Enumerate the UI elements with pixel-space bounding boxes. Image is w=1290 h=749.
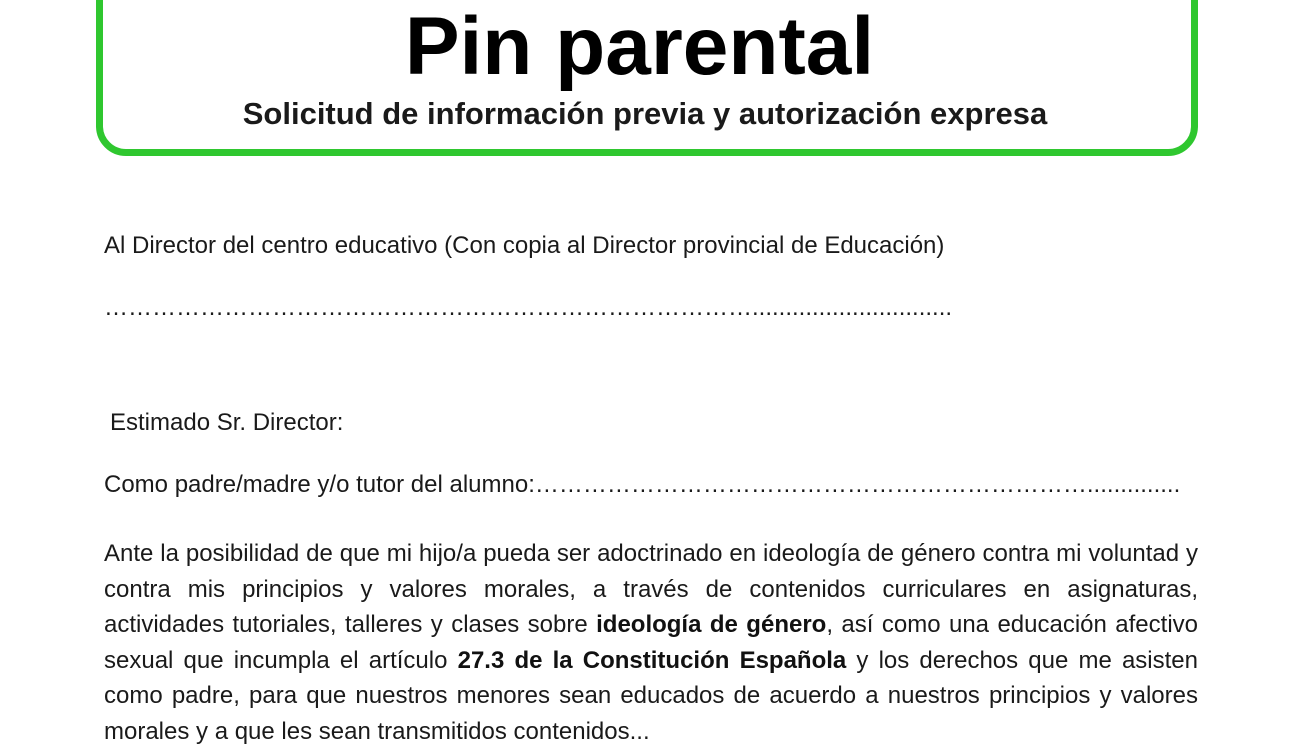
- salutation: Estimado Sr. Director:: [110, 409, 344, 436]
- body-bold-constitution-article: 27.3 de la Constitución Española: [457, 646, 847, 674]
- body-text-3: y los derechos que me asisten como padre, para que nuestros menores sean educados de acuerdo a nuestros principios y valores morales y a que les sean transmitidos contenidos...: [104, 646, 1199, 745]
- document-subtitle: Solicitud de información previa y autorización expresa: [242, 96, 1048, 131]
- student-name-blank-field[interactable]: ……………………………………………………………..............: [534, 471, 1181, 498]
- addressee-line: Al Director del centro educativo (Con copia al Director provincial de Educación): [104, 232, 945, 259]
- parent-label: Como padre/madre y/o tutor del alumno:: [104, 471, 535, 498]
- recipient-blank-field[interactable]: ………………………………………………………………………..............................: [104, 294, 953, 321]
- body-text-1: Ante la posibilidad de que mi hijo/a pueda ser adoctrinado en ideología de género contra mi voluntad y contra mis principios y valores morales, a través de contenidos curriculares en asignaturas, actividades tutoriales, talleres y clases sobre: [104, 540, 1198, 638]
- body-text-2: , así como una educación afectivo sexual que incumpla el artículo: [104, 611, 1198, 674]
- body-bold-gender-ideology: ideología de género: [596, 611, 827, 638]
- body-paragraph: [104, 536, 1198, 749]
- document-title: Pin parental: [404, 1, 875, 92]
- parent-line: [104, 469, 1180, 501]
